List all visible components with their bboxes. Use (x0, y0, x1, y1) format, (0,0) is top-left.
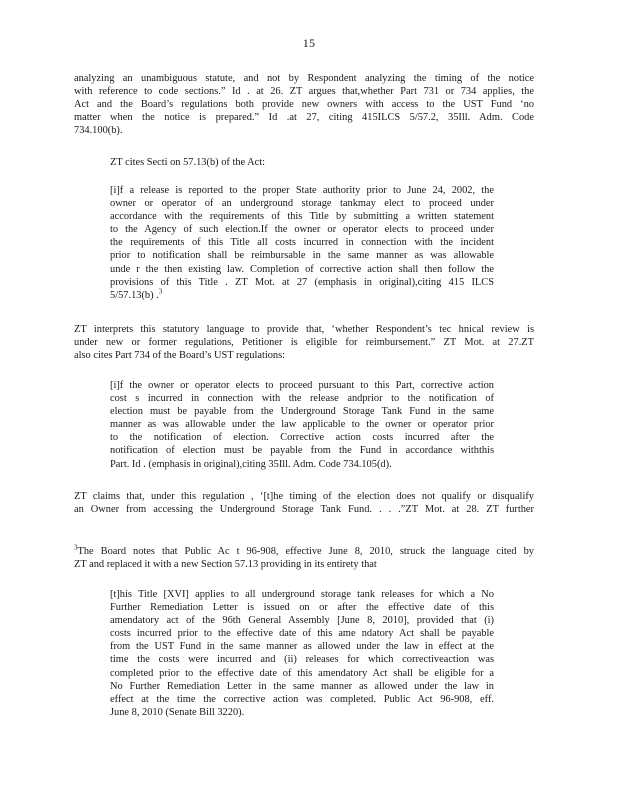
text-line: ZT claims that, under this regulation , ‘[t]he timing of the election does not qualify or disqualify (74, 491, 534, 502)
footnote-block-quote (110, 588, 494, 719)
footnote-reference: 3 (158, 287, 163, 296)
text-line: to the notification of election. Corrective action costs incurred after the (110, 432, 494, 444)
block-quote-part-734 (110, 379, 494, 471)
text-line: accordance with the requirements of this Title by submitting a written statement (110, 211, 494, 223)
text-line: prior to notification shall be reimbursable in the same manner as was allowable (110, 250, 494, 262)
text-line: election must be payable from the Underground Storage Tank Fund in the same (110, 406, 494, 418)
text-line: owner or operator of an underground storage tankmay elect to proceed under (110, 198, 494, 210)
text-line: Part. Id . (emphasis in original),citing 35Ill. Adm. Code 734.105(d). (110, 458, 392, 470)
paragraph-zt-cites-section (110, 156, 265, 169)
footnote-3 (74, 545, 534, 571)
text-line: ZT interprets this statutory language to provide that, ‘whether Respondent’s tec hnical review is (74, 324, 534, 335)
text-line: an Owner from accessing the Underground Storage Tank Fund. . . .”ZT Mot. at 28. ZT further (74, 504, 534, 516)
paragraph-zt-interprets (74, 323, 534, 362)
text-line: 734.100(b). (74, 125, 123, 137)
text-line: [t]his Title [XVI] applies to all underground storage tank releases for which a No (110, 589, 494, 600)
footnote-number: 3 (74, 543, 78, 552)
page-number: 15 (302, 36, 316, 50)
text-line: with reference to code sections.” Id . at 26. ZT argues that,whether Part 731 or 734 applies, the (74, 86, 534, 98)
text-line: also cites Part 734 of the Board’s UST regulations: (74, 350, 286, 362)
text-line: No Further Remediation Letter in the same manner as allowed under the law in (110, 680, 494, 692)
text-line: [i]f a release is reported to the proper State authority prior to June 24, 2002, the (110, 185, 494, 196)
text-line: unde r the then existing law. Completion of corrective action shall then follow the (110, 263, 494, 275)
text-line: costs incurred prior to the effective date of this ame ndatory Act shall be payable (110, 628, 494, 640)
citation-text: 5/57.13(b) . (110, 289, 159, 301)
text-line: amendatory act of the 96th General Assembly [June 8, 2010], provided that (i) (110, 615, 494, 627)
text-line: Further Remediation Letter is issued on or after the effective date of this (110, 602, 494, 614)
text-line: Act and the Board’s regulations both provide new owners with access to the UST Fund ‘no (74, 99, 534, 111)
text-line: matter when the notice is prepared.” Id .at 27, citing 415ILCS 5/57.2, 35Ill. Adm. Code (74, 112, 534, 124)
text-line: ZT cites Secti on 57.13(b) of the Act: (110, 157, 266, 168)
text-line (110, 289, 494, 302)
text-line: cost s incurred in connection with the release andprior to the notification of (110, 393, 494, 405)
text-line: to the Agency of such election.If the owner or operator elects to proceed under (110, 224, 494, 236)
text-line: under new or former regulations, Petitioner is eligible for reimbursement.” ZT Mot. at 27.ZT (74, 337, 534, 349)
text-line: [i]f the owner or operator elects to proceed pursuant to this Part, corrective action (110, 380, 494, 391)
text-line: effect at the time the corrective action was completed. Public Act 96-908, eff. (110, 693, 494, 705)
text-line: manner as was allowable under the law applicable to the owner or operator prior (110, 419, 494, 431)
text-line: the requirements of this Title all costs incurred in connection with the incident (110, 237, 494, 249)
paragraph-zt-claims (74, 490, 534, 516)
paragraph-zt-argues (74, 72, 534, 137)
text-line: provisions of this Title . ZT Mot. at 27 (emphasis in original),citing 415 ILCS (110, 276, 494, 288)
block-quote-section-57-13 (110, 184, 494, 302)
text-line: time the costs were incurred and (ii) releases for which correctiveaction was (110, 654, 494, 666)
text-line: analyzing an unambiguous statute, and not by Respondent analyzing the timing of the notice (74, 73, 534, 84)
text-line: from the UST Fund in the same manner as allowed under the law in effect at the (110, 641, 494, 653)
text-line: completed prior to the effective date of this amendatory Act shall be eligible for a (110, 667, 494, 679)
text-line: June 8, 2010 (Senate Bill 3220). (110, 706, 245, 718)
text-line: ZT and replaced it with a new Section 57.13 providing in its entirety that (74, 559, 377, 571)
text-line (74, 545, 534, 558)
text-line: notification of election must be payable from the Fund in accordance withthis (110, 445, 494, 457)
footnote-text: The Board notes that Public Ac t 96-908, effective June 8, 2010, struck the language cited by (77, 546, 534, 557)
